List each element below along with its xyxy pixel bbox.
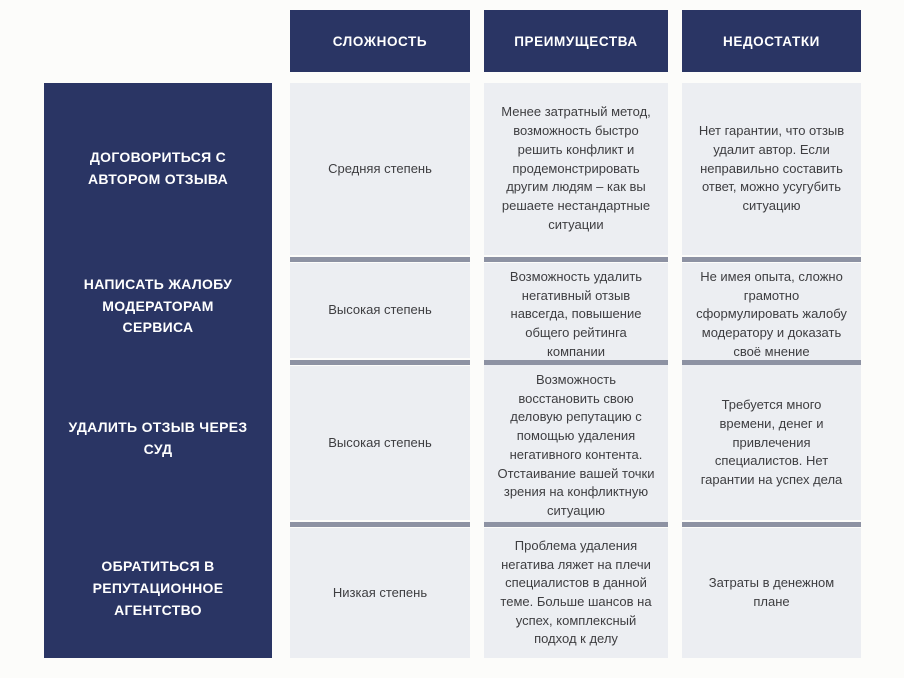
table-cell [290,520,470,658]
column-disadvantages [682,83,861,658]
cell-disadvantages-row3: Требуется много времени, денег и привлечения специалистов. Нет гарантии на успех дела [682,366,861,520]
table-cell [484,358,668,520]
table-cell [290,358,470,520]
row-divider [290,360,470,365]
row-divider [484,522,668,527]
row-label-court [44,358,272,520]
column-header-advantages: ПРЕИМУЩЕСТВА [484,10,668,72]
column-advantages [484,83,668,658]
column-complexity [290,83,470,658]
column-header-complexity: СЛОЖНОСТЬ [290,10,470,72]
table-cell [290,83,470,255]
row-divider [682,257,861,262]
table-cell [290,255,470,358]
cell-complexity-row4: Низкая степень [290,528,470,658]
cell-complexity-row1: Средняя степень [290,83,470,255]
row-label-text: ДОГОВОРИТЬСЯ С АВТОРОМ ОТЗЫВА [87,149,229,187]
row-divider [484,360,668,365]
row-label-reputation-agency [44,520,272,658]
cell-advantages-row4: Проблема удаления негатива ляжет на плечи специалистов в данной теме. Больше шансов на успех, комплексный подход к делу [484,528,668,658]
row-label-text: ОБРАТИТЬСЯ В РЕПУТАЦИОННОЕ АГЕНТСТВО [92,558,224,618]
row-label-complain-moderators [44,255,272,358]
row-label-negotiate-author [44,83,272,255]
table-cell [682,520,861,658]
cell-advantages-row2: Возможность удалить негативный отзыв навсегда, повышение общего рейтинга компании [484,263,668,367]
row-label-text: УДАЛИТЬ ОТЗЫВ ЧЕРЕЗ СУД [68,419,248,457]
cell-advantages-row1: Менее затратный метод, возможность быстро решить конфликт и продемонстрировать другим людям – как вы решаете нестандартные ситуации [484,83,668,255]
cell-advantages-row3: Возможность восстановить свою деловую репутацию с помощью удаления негативного контента. Отстаивание вашей точки зрения на конфликтную ситуацию [484,366,668,526]
row-label-text: НАПИСАТЬ ЖАЛОБУ МОДЕРАТОРАМ СЕРВИСА [83,275,233,336]
cell-disadvantages-row1: Нет гарантии, что отзыв удалит автор. Если неправильно составить ответ, можно усугубить ситуацию [682,83,861,255]
cell-disadvantages-row2: Не имея опыта, сложно грамотно сформулировать жалобу модератору и доказать своё мнение [682,263,861,367]
table-cell [682,255,861,358]
row-divider [484,257,668,262]
table-cell [484,255,668,358]
row-divider [682,522,861,527]
cell-disadvantages-row4: Затраты в денежном плане [682,528,861,658]
row-divider [290,522,470,527]
table-cell [682,358,861,520]
table-cell [484,520,668,658]
cell-complexity-row3: Высокая степень [290,366,470,520]
table-cell [484,83,668,255]
cell-complexity-row2: Высокая степень [290,263,470,358]
row-divider [290,257,470,262]
row-divider [682,360,861,365]
column-header-disadvantages: НЕДОСТАТКИ [682,10,861,72]
methods-sidebar [44,83,272,658]
table-cell [682,83,861,255]
